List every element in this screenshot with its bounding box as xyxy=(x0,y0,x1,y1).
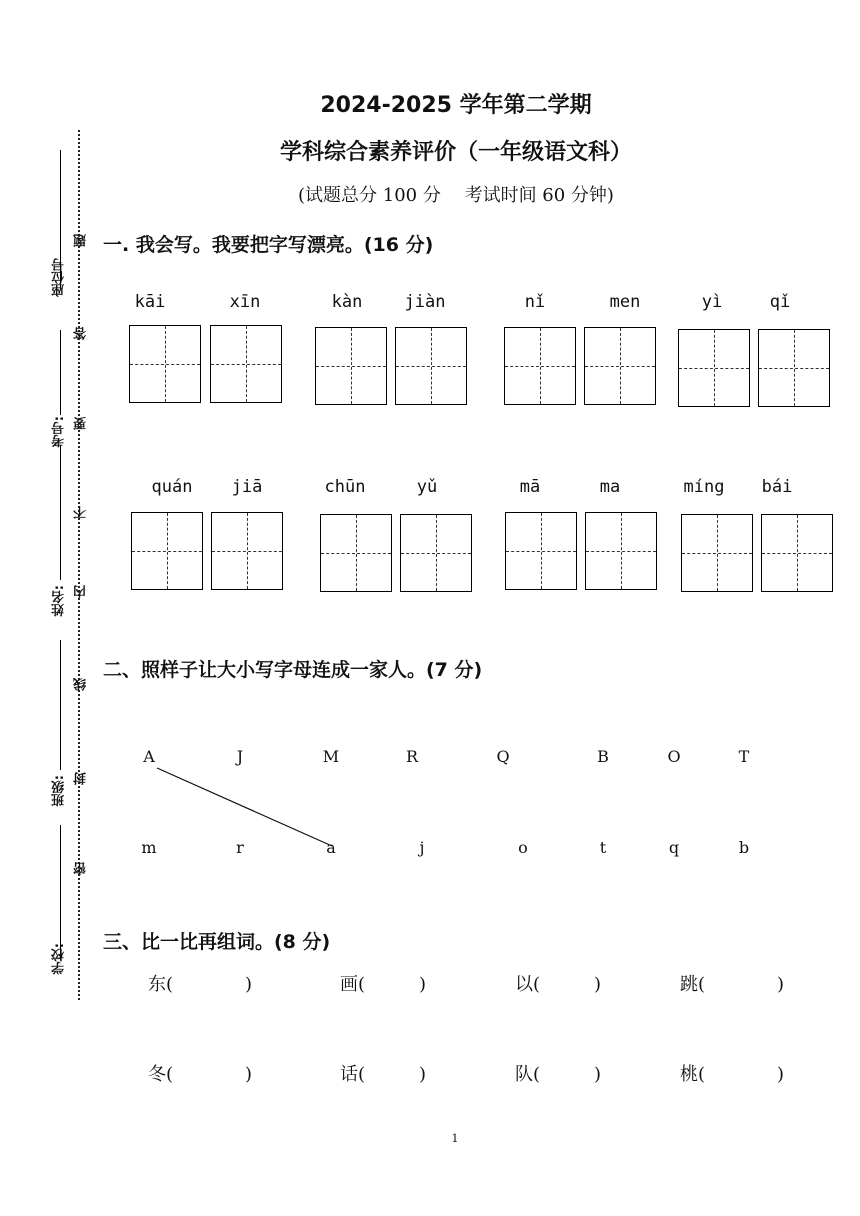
pinyin-label: jiā xyxy=(231,477,263,497)
section2-title: 二、照样子让大小写字母连成一家人。(7 分) xyxy=(103,659,483,681)
uppercase-letter: T xyxy=(738,747,750,766)
pinyin-label: ma xyxy=(599,477,621,497)
uppercase-letter: A xyxy=(143,747,155,766)
lowercase-letter: t xyxy=(599,838,607,857)
uppercase-letter: R xyxy=(405,747,419,766)
lowercase-letter: b xyxy=(738,838,750,857)
seat-field-label: 座位号 xyxy=(52,258,67,297)
uppercase-letter: B xyxy=(597,747,609,766)
margin-char: 线 xyxy=(74,678,89,691)
word-item[interactable]: 跳( ) xyxy=(680,974,785,995)
lowercase-letter: m xyxy=(141,838,157,857)
word-item[interactable]: 冬( ) xyxy=(148,1064,253,1085)
margin-char: 要 xyxy=(74,417,89,430)
exam-number-field-label: 考号: xyxy=(52,416,67,448)
margin-char: 封 xyxy=(74,772,89,785)
lowercase-letter: r xyxy=(236,838,244,857)
pinyin-label: yǔ xyxy=(416,477,438,497)
lowercase-letter: o xyxy=(518,838,528,857)
exam-info: (试题总分 100 分 考试时间 60 分钟) xyxy=(298,185,614,206)
pinyin-label: bái xyxy=(761,477,793,497)
margin-char: 答 xyxy=(74,327,89,340)
margin-char: 不 xyxy=(74,506,89,519)
word-item[interactable]: 队( ) xyxy=(515,1064,602,1085)
uppercase-letter: Q xyxy=(496,747,510,766)
section3-title: 三、比一比再组词。(8 分) xyxy=(103,931,331,953)
lowercase-letter: q xyxy=(668,838,680,857)
name-field-label: 姓名: xyxy=(52,585,67,617)
pinyin-label: kàn xyxy=(331,292,363,312)
uppercase-letter: J xyxy=(236,747,244,766)
pinyin-label: míng xyxy=(683,477,725,497)
lowercase-letter: j xyxy=(419,838,425,857)
page-number: 1 xyxy=(451,1132,459,1145)
margin-char: 密 xyxy=(74,862,89,875)
exam-subtitle: 学科综合素养评价（一年级语文科） xyxy=(279,140,632,165)
class-field-label: 班级: xyxy=(52,775,67,807)
lowercase-letter: a xyxy=(326,838,336,857)
word-item[interactable]: 以( ) xyxy=(515,974,602,995)
pinyin-label: yì xyxy=(701,292,723,312)
pinyin-label: kāi xyxy=(134,292,166,312)
section1-title: 一. 我会写。我要把字写漂亮。(16 分) xyxy=(103,234,434,256)
margin-char: 题 xyxy=(74,234,89,247)
pinyin-label: quán xyxy=(151,477,193,497)
word-item[interactable]: 东( ) xyxy=(148,974,253,995)
pinyin-label: men xyxy=(609,292,641,312)
pinyin-label: nǐ xyxy=(524,292,546,312)
pinyin-label: qǐ xyxy=(769,292,791,312)
exam-title: 2024-2025 学年第二学期 xyxy=(320,93,592,118)
uppercase-letter: M xyxy=(322,747,340,766)
uppercase-letter: O xyxy=(667,747,681,766)
word-item[interactable]: 画( ) xyxy=(340,974,427,995)
pinyin-label: jiàn xyxy=(404,292,446,312)
pinyin-label: mā xyxy=(519,477,541,497)
word-item[interactable]: 桃( ) xyxy=(680,1064,785,1085)
school-field-label: 学校: xyxy=(52,943,67,975)
word-item[interactable]: 话( ) xyxy=(340,1064,427,1085)
pinyin-label: xīn xyxy=(229,292,261,312)
margin-char: 内 xyxy=(74,585,89,598)
pinyin-label: chūn xyxy=(324,477,366,497)
